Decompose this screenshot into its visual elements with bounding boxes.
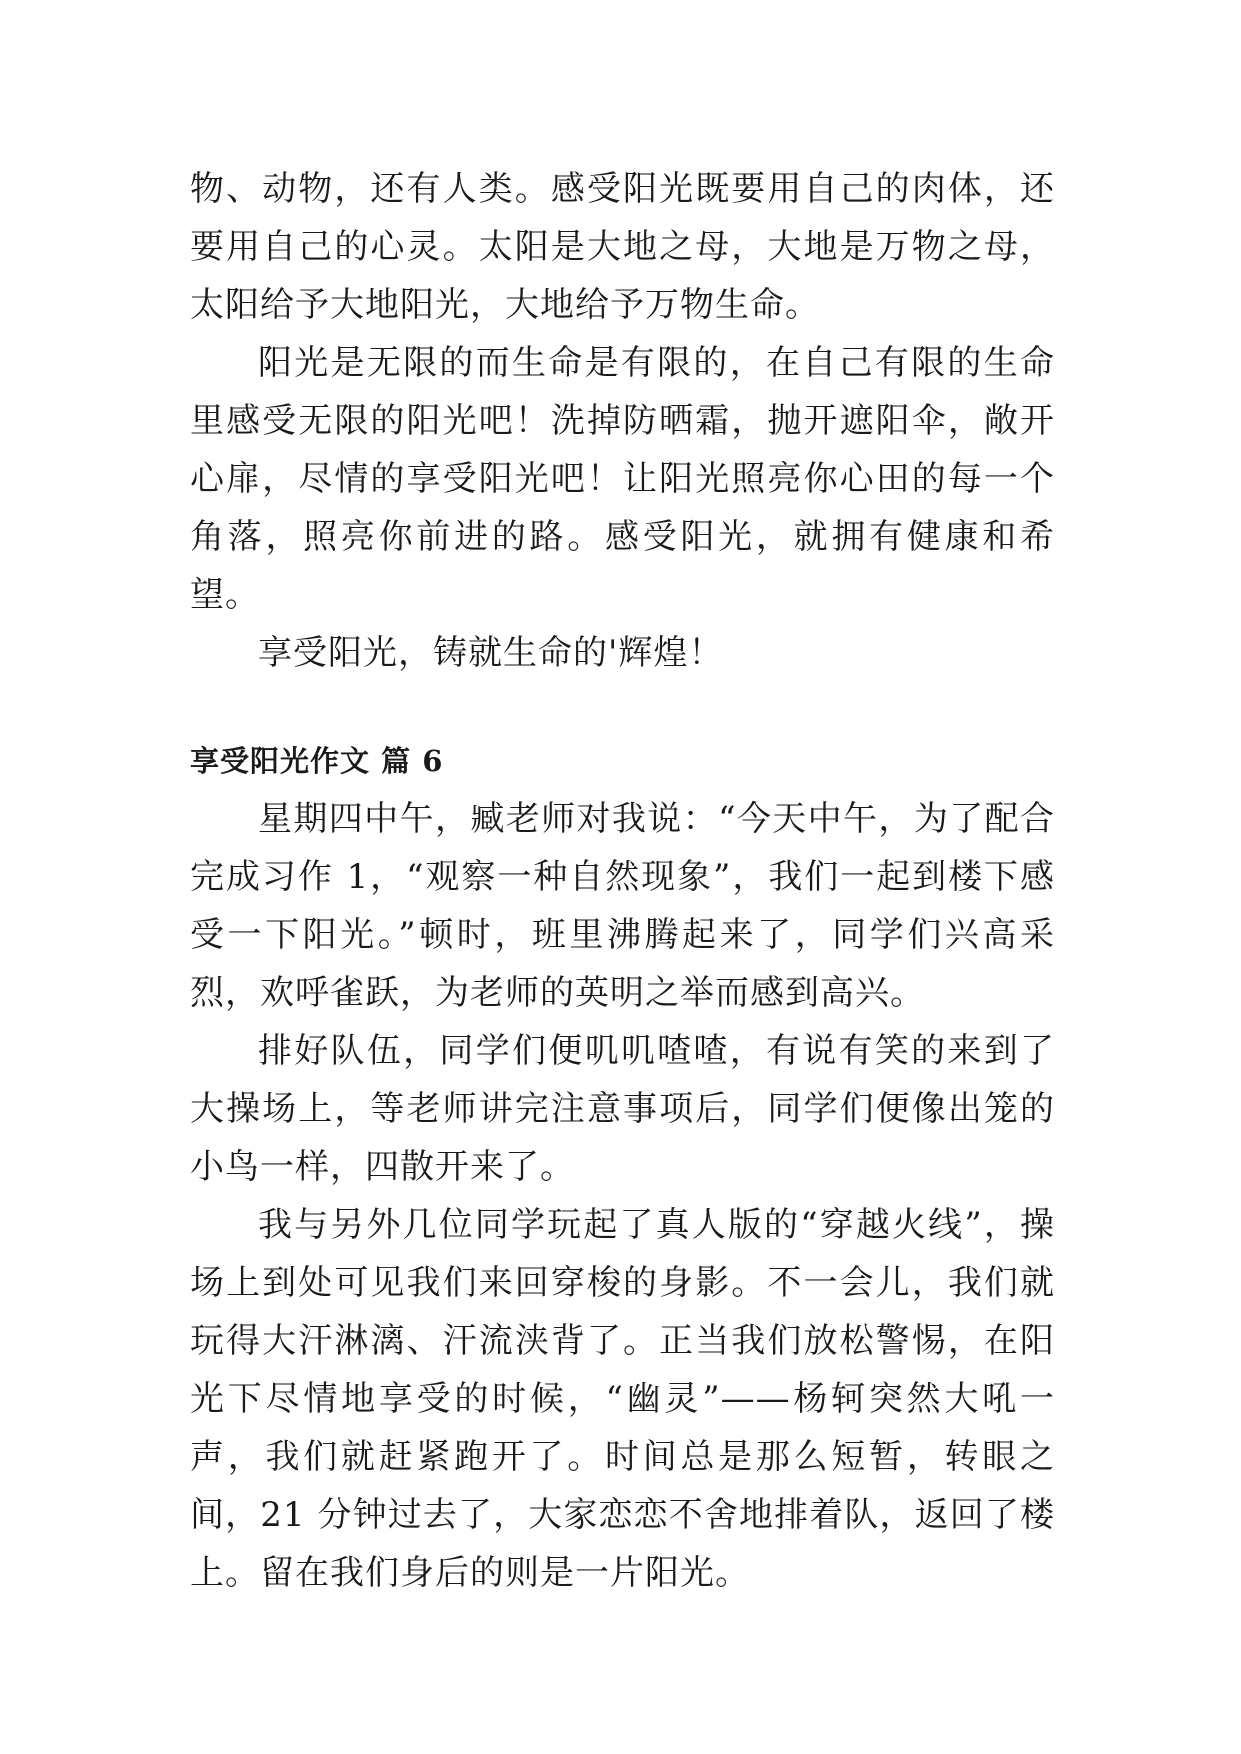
paragraph-thursday-noon: 星期四中午，臧老师对我说：“今天中午，为了配合完成习作 1，“观察一种自然现象”，我们一起到楼下感受一下阳光。”顿时，班里沸腾起来了，同学们兴高采烈，欢呼雀跃，为老师的英明之举而感到高兴。 bbox=[190, 799, 1055, 1013]
document-page bbox=[190, 160, 1055, 1602]
paragraph-playing-game: 我与另外几位同学玩起了真人版的“穿越火线”，操场上到处可见我们来回穿梭的身影。不一会儿，我们就玩得大汗淋漓、汗流浃背了。正当我们放松警惕，在阳光下尽情地享受的时候，“幽灵”——杨轲突然大吼一声，我们就赶紧跑开了。时间总是那么短暂，转眼之间，21 分钟过去了，大家恋恋不舍地排着队，返回了楼上。留在我们身后的则是一片阳光。 bbox=[190, 1205, 1055, 1593]
paragraph-infinite-sunshine: 阳光是无限的而生命是有限的，在自己有限的生命里感受无限的阳光吧！洗掉防晒霜，抛开遮阳伞，敞开心扉，尽情的享受阳光吧！让阳光照亮你心田的每一个角落，照亮你前进的路。感受阳光，就拥有健康和希望。 bbox=[190, 343, 1055, 615]
paragraph-lining-up: 排好队伍，同学们便叽叽喳喳，有说有笑的来到了大操场上，等老师讲完注意事项后，同学们便像出笼的小鸟一样，四散开来了。 bbox=[190, 1031, 1055, 1187]
paragraph-continuation: 物、动物，还有人类。感受阳光既要用自己的肉体，还要用自己的心灵。太阳是大地之母，大地是万物之母，太阳给予大地阳光，大地给予万物生命。 bbox=[190, 169, 1055, 325]
paragraph-closing-line: 享受阳光，铸就生命的'辉煌！ bbox=[258, 633, 724, 673]
section-title: 享受阳光作文 篇 6 bbox=[190, 744, 444, 778]
